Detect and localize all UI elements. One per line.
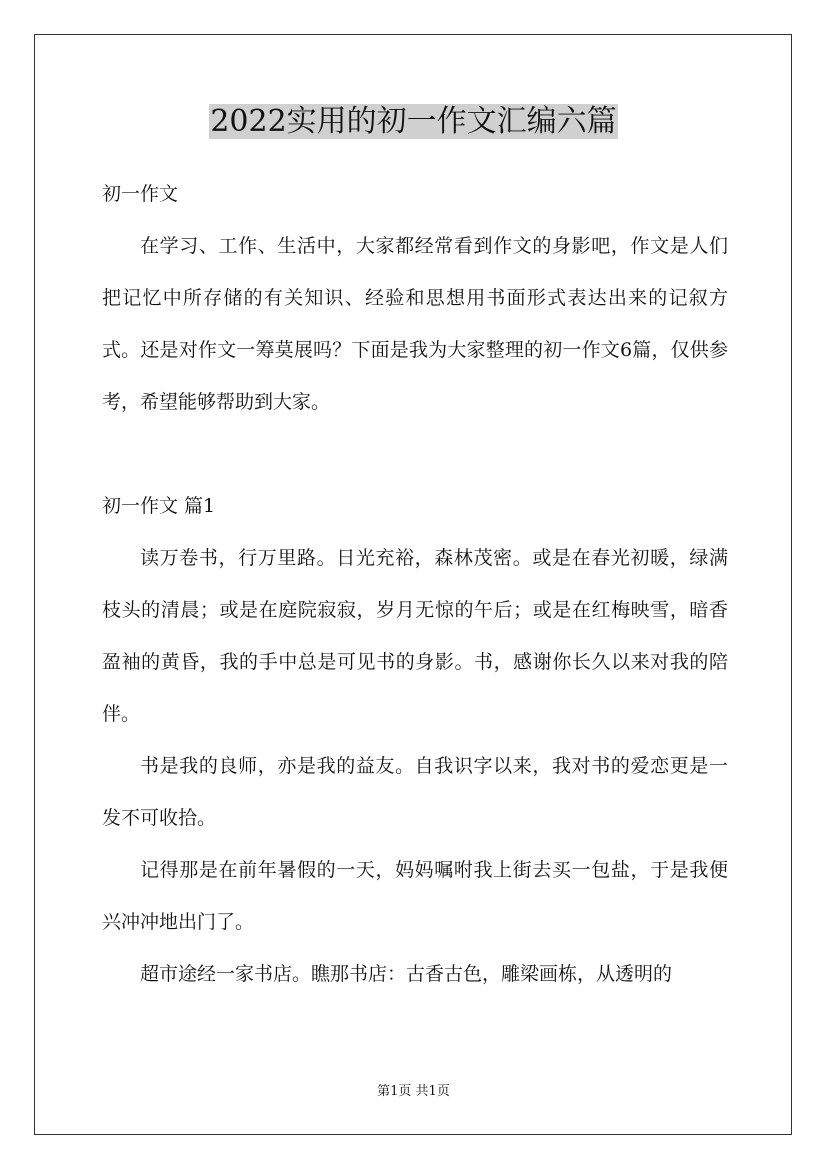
paragraph: 在学习、工作、生活中，大家都经常看到作文的身影吧，作文是人们把记忆中所存储的有关知识、经验和思想用书面形式表达出来的记叙方式。还是对作文一筹莫展吗？下面是我为大家整理的初一作文6篇，仅供参考，希望能够帮助到大家。 bbox=[102, 235, 728, 413]
paragraph: 记得那是在前年暑假的一天，妈妈嘱咐我上街去买一包盐，于是我便兴冲冲地出门了。 bbox=[102, 859, 728, 933]
paragraph: 书是我的良师，亦是我的益友。自我识字以来，我对书的爱恋更是一发不可收拾。 bbox=[102, 755, 728, 829]
paragraph: 读万卷书，行万里路。日光充裕，森林茂密。或是在春光初暖，绿满枝头的清晨；或是在庭院寂寂，岁月无惊的午后；或是在红梅映雪，暗香盈袖的黄昏，我的手中总是可见书的身影。书，感谢你长久以来对我的陪伴。 bbox=[102, 547, 728, 725]
document-title-text: 2022实用的初一作文汇编六篇 bbox=[210, 104, 617, 139]
document-body bbox=[102, 168, 728, 1000]
document-title bbox=[0, 102, 827, 142]
section-heading: 初一作文 篇1 bbox=[102, 495, 216, 517]
section-spacer bbox=[102, 428, 728, 480]
page-number-footer: 第1页 共1页 bbox=[377, 1084, 450, 1099]
paragraph: 超市途经一家书店。瞧那书店：古香古色，雕梁画栋，从透明的 bbox=[140, 963, 673, 985]
section-heading: 初一作文 bbox=[102, 183, 179, 205]
